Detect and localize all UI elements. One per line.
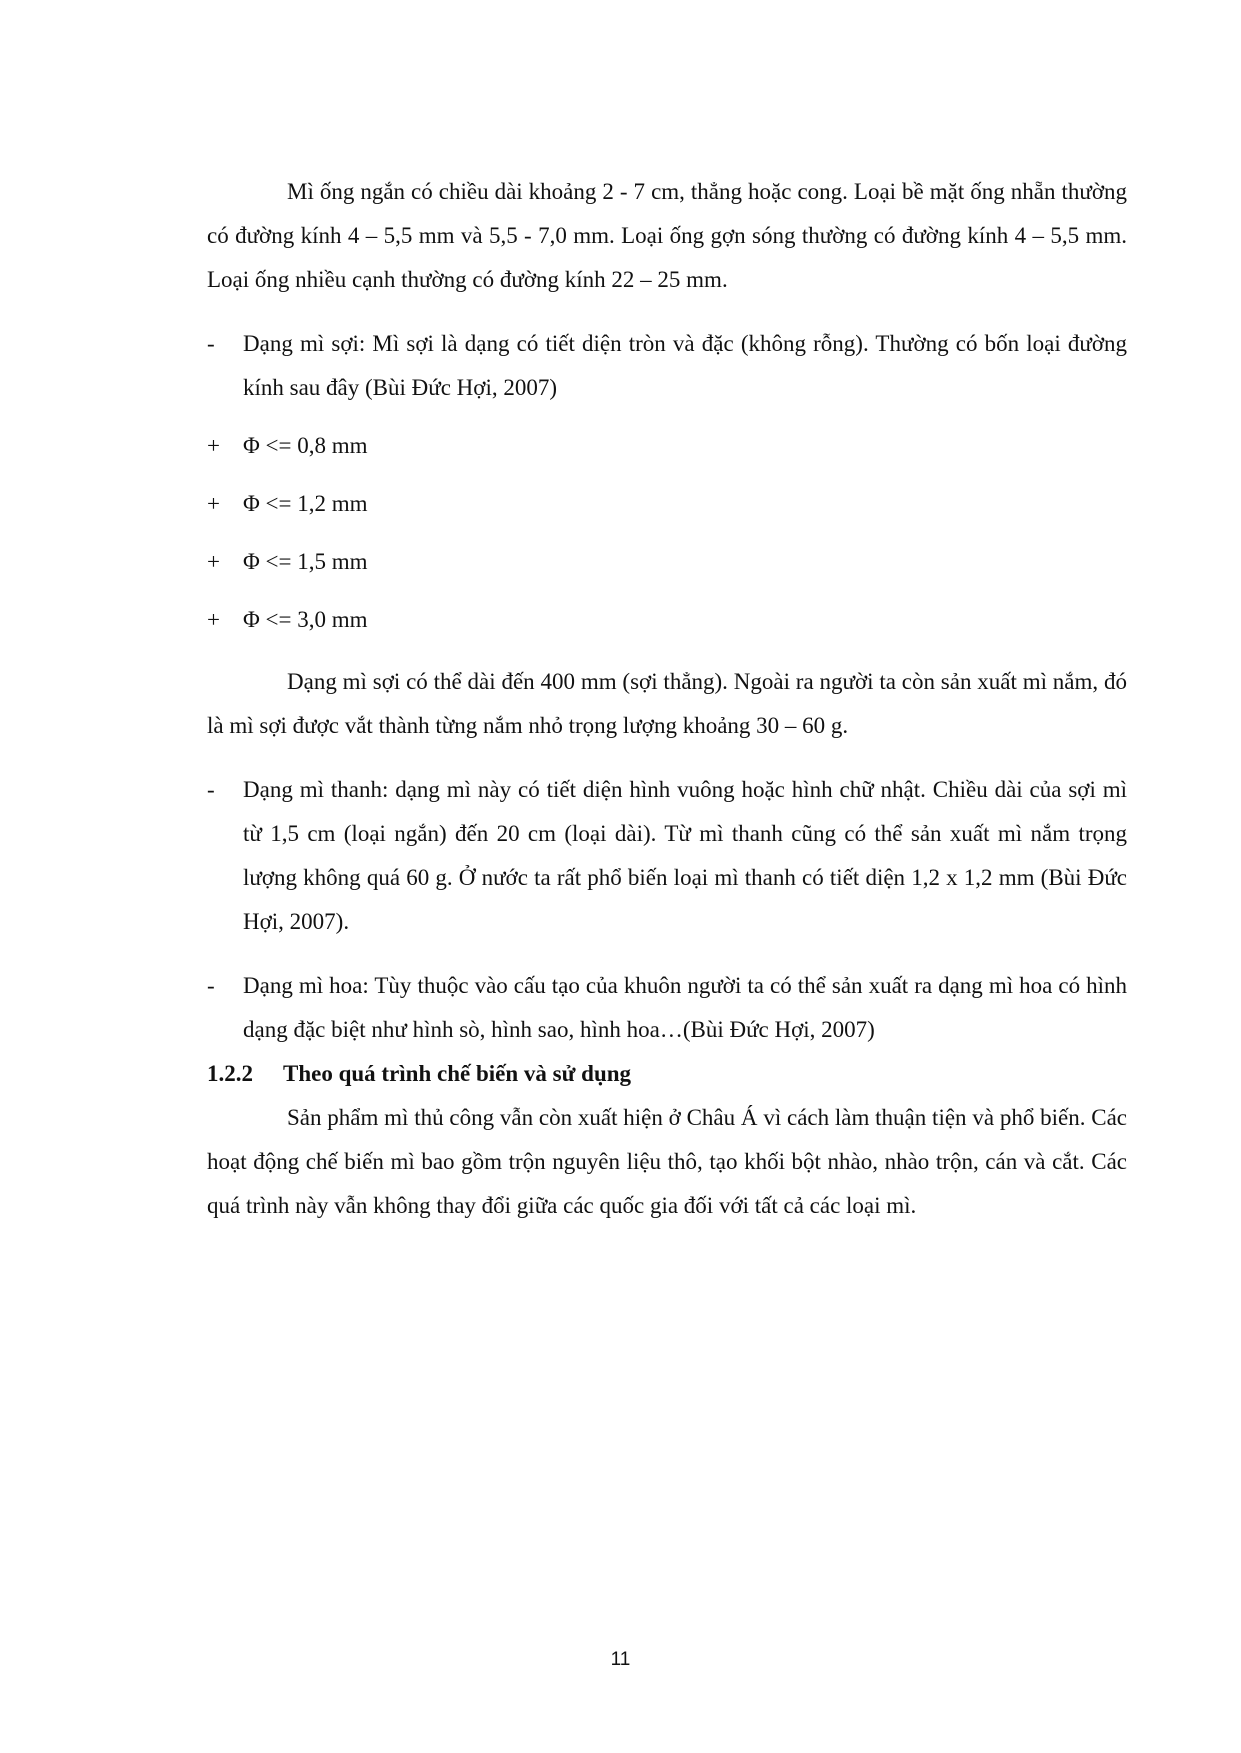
bullet-fiber-noodle bbox=[207, 322, 1127, 410]
diameter-text: Φ <= 0,8 mm bbox=[243, 433, 368, 458]
diameter-item bbox=[207, 598, 1127, 642]
plus-marker: + bbox=[207, 433, 220, 458]
diameter-item bbox=[207, 424, 1127, 468]
diameter-text: Φ <= 1,5 mm bbox=[243, 549, 368, 574]
bullet-text: Dạng mì hoa: Tùy thuộc vào cấu tạo của khuôn người ta có thể sản xuất ra dạng mì hoa có hình dạng đặc biệt như hình sò, hình sao, hình hoa…(Bùi Đức Hợi, 2007) bbox=[243, 973, 1127, 1042]
plus-marker: + bbox=[207, 491, 220, 516]
diameter-text: Φ <= 3,0 mm bbox=[243, 607, 368, 632]
bullet-text: Dạng mì thanh: dạng mì này có tiết diện hình vuông hoặc hình chữ nhật. Chiều dài của sợi mì từ 1,5 cm (loại ngắn) đến 20 cm (loại dài). Từ mì thanh cũng có thể sản xuất mì nắm trọng lượng không quá 60 g. Ở nước ta rất phổ biến loại mì thanh có tiết diện 1,2 x 1,2 mm (Bùi Đức Hợi, 2007). bbox=[243, 777, 1127, 934]
paragraph-short-tube: Mì ống ngắn có chiều dài khoảng 2 - 7 cm, thẳng hoặc cong. Loại bề mặt ống nhẵn thường có đường kính 4 – 5,5 mm và 5,5 - 7,0 mm. Loại ống gợn sóng thường có đường kính 4 – 5,5 mm. Loại ống nhiều cạnh thường có đường kính 22 – 25 mm. bbox=[207, 179, 1127, 292]
plus-marker: + bbox=[207, 607, 220, 632]
diameter-text: Φ <= 1,2 mm bbox=[243, 491, 368, 516]
page-number: 11 bbox=[610, 1649, 631, 1670]
paragraph-fiber-length: Dạng mì sợi có thể dài đến 400 mm (sợi thẳng). Ngoài ra người ta còn sản xuất mì nắm, đó là mì sợi được vắt thành từng nắm nhỏ trọng lượng khoảng 30 – 60 g. bbox=[207, 669, 1127, 738]
bullet-flower-noodle bbox=[207, 964, 1127, 1052]
bullet-bar-noodle bbox=[207, 768, 1127, 944]
page-content bbox=[207, 170, 1127, 1228]
diameter-item bbox=[207, 482, 1127, 526]
paragraph-handmade: Sản phẩm mì thủ công vẫn còn xuất hiện ở Châu Á vì cách làm thuận tiện và phổ biến. Các hoạt động chế biến mì bao gồm trộn nguyên liệu thô, tạo khối bột nhào, nhào trộn, cán và cắt. Các quá trình này vẫn không thay đổi giữa các quốc gia đối với tất cả các loại mì. bbox=[207, 1105, 1127, 1218]
dash-marker: - bbox=[207, 973, 215, 998]
section-title: Theo quá trình chế biến và sử dụng bbox=[283, 1061, 632, 1086]
dash-marker: - bbox=[207, 777, 215, 802]
section-number: 1.2.2 bbox=[207, 1061, 253, 1086]
section-heading bbox=[207, 1052, 1127, 1096]
diameter-item bbox=[207, 540, 1127, 584]
bullet-text: Dạng mì sợi: Mì sợi là dạng có tiết diện tròn và đặc (không rỗng). Thường có bốn loại đường kính sau đây (Bùi Đức Hợi, 2007) bbox=[243, 331, 1127, 400]
plus-marker: + bbox=[207, 549, 220, 574]
dash-marker: - bbox=[207, 331, 215, 356]
